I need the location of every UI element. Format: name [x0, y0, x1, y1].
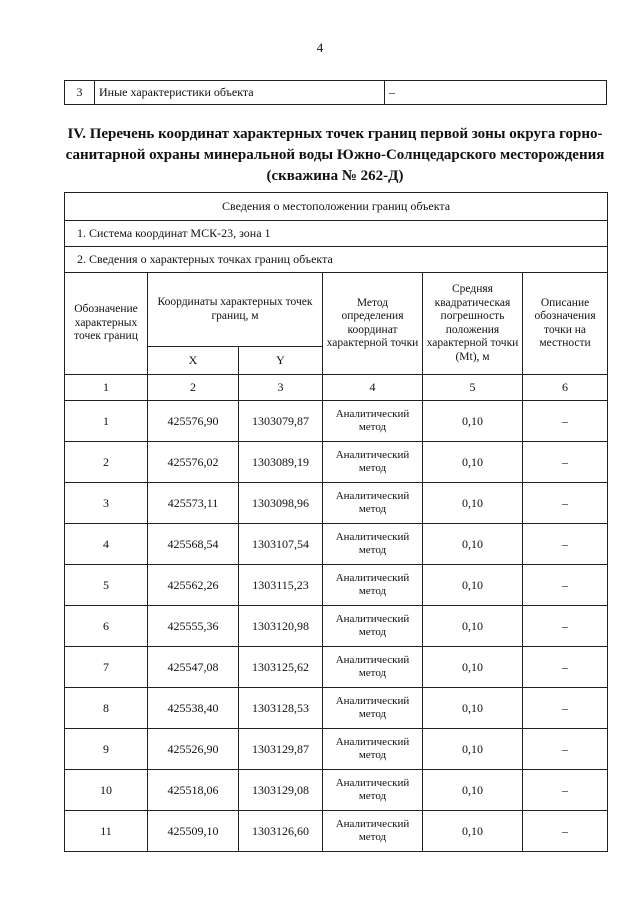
- header-y: Y: [239, 347, 323, 375]
- table-row: [65, 81, 607, 105]
- table-row: [65, 524, 608, 565]
- header-error: Средняя квадратическая погрешность положения характерной точки (Mt), м: [423, 273, 523, 375]
- method: Аналитический метод: [323, 606, 423, 647]
- mean-square-error: 0,10: [423, 729, 523, 770]
- mean-square-error: 0,10: [423, 647, 523, 688]
- row-number: 3: [65, 81, 95, 105]
- coord-y: 1303128,53: [239, 688, 323, 729]
- table-row: [65, 442, 608, 483]
- column-number: 1: [65, 375, 148, 401]
- coordinates-rows: [65, 401, 608, 852]
- point-description: –: [523, 688, 608, 729]
- point-description: –: [523, 565, 608, 606]
- coord-x: 425518,06: [148, 770, 239, 811]
- header-coordinates: Координаты характерных точек границ, м: [148, 273, 323, 347]
- point-number: 7: [65, 647, 148, 688]
- table-row: [65, 811, 608, 852]
- row-value: –: [385, 81, 607, 105]
- table-row: [65, 729, 608, 770]
- coord-y: 1303107,54: [239, 524, 323, 565]
- coord-y: 1303125,62: [239, 647, 323, 688]
- method: Аналитический метод: [323, 524, 423, 565]
- column-number: 4: [323, 375, 423, 401]
- coord-x: 425562,26: [148, 565, 239, 606]
- point-number: 5: [65, 565, 148, 606]
- coordinates-table: [64, 192, 608, 852]
- point-number: 9: [65, 729, 148, 770]
- point-description: –: [523, 483, 608, 524]
- point-description: –: [523, 811, 608, 852]
- coord-y: 1303098,96: [239, 483, 323, 524]
- header-method: Метод определения координат характерной точки: [323, 273, 423, 375]
- point-description: –: [523, 606, 608, 647]
- mean-square-error: 0,10: [423, 442, 523, 483]
- row-label: Иные характеристики объекта: [95, 81, 385, 105]
- mean-square-error: 0,10: [423, 811, 523, 852]
- table-row: [65, 401, 608, 442]
- column-number: 6: [523, 375, 608, 401]
- header-x: X: [148, 347, 239, 375]
- method: Аналитический метод: [323, 483, 423, 524]
- column-number-row: [65, 375, 608, 401]
- column-number: 3: [239, 375, 323, 401]
- header-description: Описание обозначения точки на местности: [523, 273, 608, 375]
- coord-x: 425576,90: [148, 401, 239, 442]
- point-description: –: [523, 647, 608, 688]
- coord-y: 1303129,87: [239, 729, 323, 770]
- table-row: [65, 688, 608, 729]
- point-description: –: [523, 401, 608, 442]
- method: Аналитический метод: [323, 647, 423, 688]
- column-number: 5: [423, 375, 523, 401]
- coord-system-row: [65, 221, 608, 247]
- point-number: 1: [65, 401, 148, 442]
- coord-y: 1303079,87: [239, 401, 323, 442]
- coord-x: 425568,54: [148, 524, 239, 565]
- coord-system-cell: 1. Система координат МСК-23, зона 1: [65, 221, 608, 247]
- points-info-cell: 2. Сведения о характерных точках границ объекта: [65, 247, 608, 273]
- table-row: [65, 606, 608, 647]
- method: Аналитический метод: [323, 811, 423, 852]
- coord-y: 1303115,23: [239, 565, 323, 606]
- point-description: –: [523, 524, 608, 565]
- coord-x: 425555,36: [148, 606, 239, 647]
- coord-x: 425573,11: [148, 483, 239, 524]
- mean-square-error: 0,10: [423, 524, 523, 565]
- coord-x: 425538,40: [148, 688, 239, 729]
- point-number: 6: [65, 606, 148, 647]
- coord-x: 425509,10: [148, 811, 239, 852]
- mean-square-error: 0,10: [423, 770, 523, 811]
- coord-y: 1303126,60: [239, 811, 323, 852]
- table-row: [65, 647, 608, 688]
- points-info-row: [65, 247, 608, 273]
- point-number: 11: [65, 811, 148, 852]
- object-characteristics-table: [64, 80, 607, 105]
- method: Аналитический метод: [323, 401, 423, 442]
- table-row: [65, 770, 608, 811]
- method: Аналитический метод: [323, 565, 423, 606]
- mean-square-error: 0,10: [423, 483, 523, 524]
- point-number: 8: [65, 688, 148, 729]
- section-title: IV. Перечень координат характерных точек границ первой зоны округа горно-санитарной охраны минеральной воды Южно-Солнцедарского месторождения (скважина № 262-Д): [65, 126, 605, 184]
- column-number: 2: [148, 375, 239, 401]
- mean-square-error: 0,10: [423, 401, 523, 442]
- table-row: [65, 483, 608, 524]
- point-description: –: [523, 442, 608, 483]
- page-number: 4: [316, 40, 324, 55]
- point-number: 3: [65, 483, 148, 524]
- coord-x: 425526,90: [148, 729, 239, 770]
- coord-y: 1303120,98: [239, 606, 323, 647]
- location-info-header: Сведения о местоположении границ объекта: [65, 193, 608, 221]
- coord-x: 425547,08: [148, 647, 239, 688]
- point-number: 10: [65, 770, 148, 811]
- point-number: 2: [65, 442, 148, 483]
- mean-square-error: 0,10: [423, 606, 523, 647]
- header-designation: Обозначение характерных точек границ: [65, 273, 148, 375]
- method: Аналитический метод: [323, 770, 423, 811]
- table-row: [65, 565, 608, 606]
- point-description: –: [523, 770, 608, 811]
- method: Аналитический метод: [323, 729, 423, 770]
- point-number: 4: [65, 524, 148, 565]
- mean-square-error: 0,10: [423, 565, 523, 606]
- coord-y: 1303089,19: [239, 442, 323, 483]
- method: Аналитический метод: [323, 442, 423, 483]
- coord-y: 1303129,08: [239, 770, 323, 811]
- table-section-header-row: [65, 193, 608, 221]
- point-description: –: [523, 729, 608, 770]
- coord-x: 425576,02: [148, 442, 239, 483]
- mean-square-error: 0,10: [423, 688, 523, 729]
- column-header-row: [65, 273, 608, 347]
- method: Аналитический метод: [323, 688, 423, 729]
